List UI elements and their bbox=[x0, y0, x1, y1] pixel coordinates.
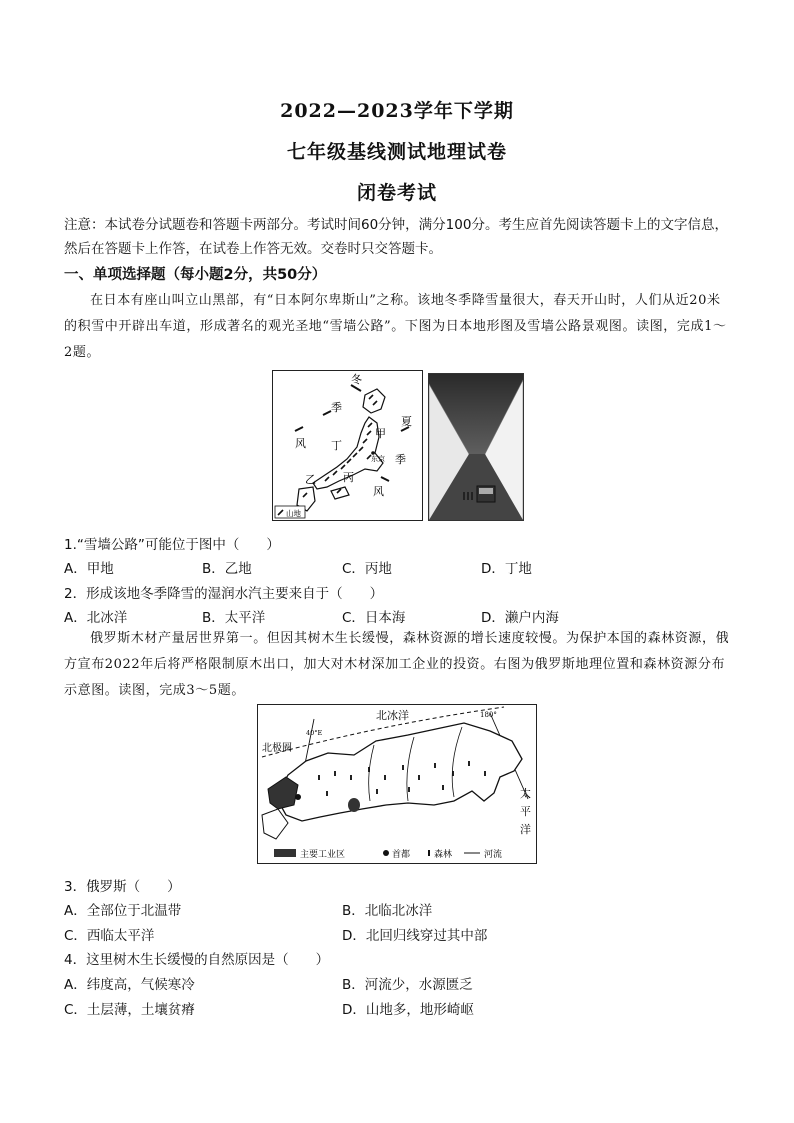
legend-forest-symbol bbox=[428, 850, 430, 856]
legend-industry-swatch bbox=[274, 849, 296, 857]
legend-river-label: 河流 bbox=[484, 850, 503, 860]
q2-option-d: D．濑户内海 bbox=[481, 610, 559, 626]
label-winter: 冬 bbox=[351, 373, 362, 386]
label-summer: 夏 bbox=[401, 415, 412, 428]
industrial-region-2 bbox=[348, 798, 360, 812]
question-3-stem: 3．俄罗斯（ ） bbox=[64, 879, 181, 895]
q3-option-b: B．北临北冰洋 bbox=[342, 903, 433, 919]
q4-option-c: C．土层薄，土壤贫瘠 bbox=[64, 1002, 195, 1018]
label-season: 季 bbox=[331, 401, 342, 414]
question-2-stem: 2．形成该地冬季降雪的湿润水汽主要来自于（ ） bbox=[64, 586, 384, 602]
q1-option-a: A．甲地 bbox=[64, 561, 114, 577]
question-4-stem: 4．这里树木生长缓慢的自然原因是（ ） bbox=[64, 952, 330, 968]
exam-title-type: 闭卷考试 bbox=[356, 182, 437, 204]
russia-forest-map bbox=[257, 704, 537, 864]
tourists bbox=[463, 492, 473, 500]
label-pacific-3: 洋 bbox=[520, 823, 531, 836]
label-yi: 乙 bbox=[305, 473, 316, 486]
legend-forest-label: 森林 bbox=[434, 850, 453, 860]
legend-capital-label: 首都 bbox=[392, 850, 411, 860]
q4-option-d: D．山地多，地形崎岖 bbox=[342, 1002, 474, 1018]
q1-option-b: B．乙地 bbox=[202, 561, 252, 577]
label-tokyo: 东京 bbox=[371, 455, 385, 463]
label-wind-2: 风 bbox=[373, 485, 384, 498]
capital-dot bbox=[295, 794, 301, 800]
russia-map-svg bbox=[258, 705, 536, 863]
snow-wall-photo-svg bbox=[429, 374, 523, 520]
europe-outline bbox=[262, 809, 288, 839]
label-pacific-2: 平 bbox=[520, 805, 531, 818]
label-wind: 风 bbox=[295, 437, 306, 450]
q1-option-d: D．丁地 bbox=[481, 561, 532, 577]
q4-option-a: A．纬度高，气候寒冷 bbox=[64, 977, 195, 993]
q3-option-a: A．全部位于北温带 bbox=[64, 903, 182, 919]
exam-title-year: 2022—2023学年下学期 bbox=[280, 100, 514, 122]
legend-mountain-label: 山地 bbox=[286, 509, 301, 518]
exam-title-subject: 七年级基线测试地理试卷 bbox=[286, 141, 507, 163]
label-pacific-1: 太 bbox=[520, 787, 531, 800]
label-bing: 丙 bbox=[343, 471, 354, 484]
passage-russia: 俄罗斯木材产量居世界第一。但因其树木生长缓慢，森林资源的增长速度较慢。为保护本国的森林资源，俄方宣布2022年后将严格限制原木出口，加大对木材深加工企业的投资。右图为俄罗斯地理位置和森林资源分布示意图。读图，完成3～5题。 bbox=[64, 631, 730, 698]
legend-capital-dot bbox=[383, 850, 389, 856]
industrial-region-1 bbox=[268, 777, 298, 809]
label-lon-40e: 40°E bbox=[306, 729, 323, 737]
label-jia: 甲 bbox=[375, 427, 386, 440]
label-arctic-ocean: 北冰洋 bbox=[376, 709, 409, 722]
q4-option-b: B．河流少，水源匮乏 bbox=[342, 977, 473, 993]
japan-terrain-map bbox=[272, 370, 423, 521]
q2-option-b: B．太平洋 bbox=[202, 610, 266, 626]
label-season-2: 季 bbox=[395, 453, 406, 466]
section-heading: 一、单项选择题（每小题2分，共50分） bbox=[64, 267, 327, 283]
passage-japan: 在日本有座山叫立山黑部，有“日本阿尔卑斯山”之称。该地冬季降雪量很大，春天开山时，人们从近20米的积雪中开辟出车道，形成著名的观光圣地“雪墙公路”。下图为日本地形图及雪墙公路景观图。读图，完成1～2题。 bbox=[64, 293, 727, 360]
label-ding: 丁 bbox=[331, 439, 342, 452]
question-1-stem: 1.“雪墙公路”可能位于图中（ ） bbox=[64, 537, 280, 553]
japan-map-svg bbox=[273, 371, 422, 520]
legend-industry-label: 主要工业区 bbox=[300, 850, 346, 860]
snow-wall-road-photo bbox=[428, 373, 524, 521]
hokkaido-outline bbox=[363, 389, 385, 413]
bus-window bbox=[479, 488, 493, 494]
label-lon-180: 180° bbox=[480, 711, 497, 719]
label-arctic-circle: 北极圈 bbox=[262, 743, 292, 754]
q2-option-c: C．日本海 bbox=[342, 610, 406, 626]
shikoku-outline bbox=[331, 487, 349, 499]
exam-notice: 注意：本试卷分试题卷和答题卡两部分。考试时间60分钟，满分100分。考生应首先阅读答题卡上的文字信息，然后在答题卡上作答，在试卷上作答无效。交卷时只交答题卡。 bbox=[64, 217, 728, 257]
q2-option-a: A．北冰洋 bbox=[64, 610, 128, 626]
q3-option-c: C．西临太平洋 bbox=[64, 928, 155, 944]
q1-option-c: C．丙地 bbox=[342, 561, 392, 577]
q3-option-d: D．北回归线穿过其中部 bbox=[342, 928, 488, 944]
